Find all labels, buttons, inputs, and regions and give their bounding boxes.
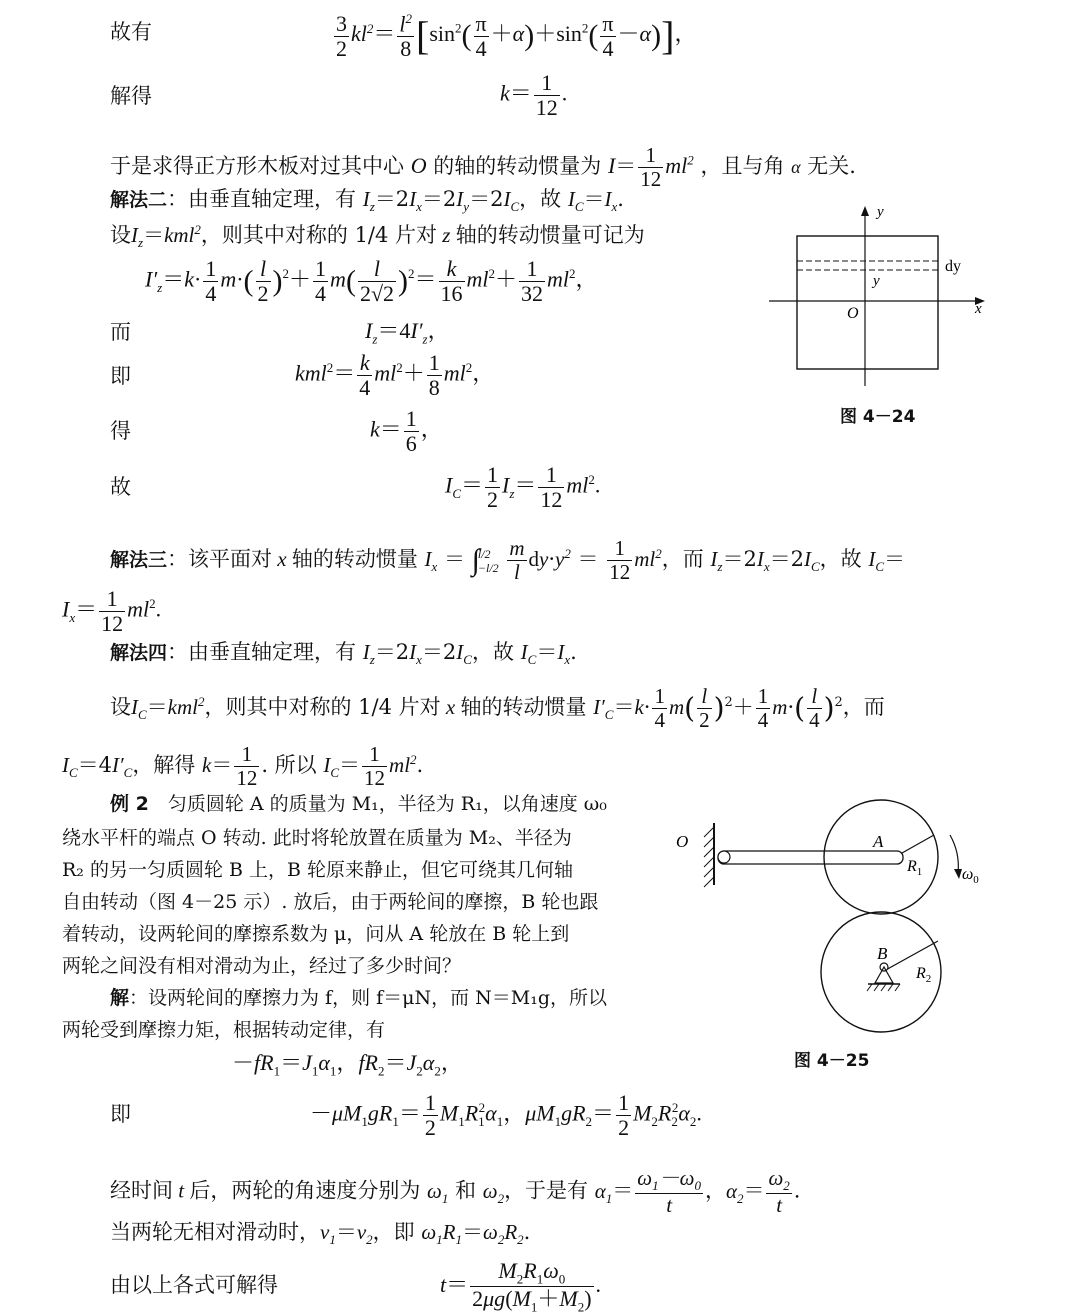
equation-kml2: kml$^2$＝ $\frac{k}{4}$ $ml^2+$ $\frac{1}{8}$ $ml^2$， — [295, 350, 495, 400]
conclusion-line: 于是求得正方形木板对过其中心 O 的轴的转动惯量为 I＝ $\frac{1}{12}$ $ml^2$ ，且与角 α 无关. — [110, 143, 856, 191]
equation-ic: $I_C=$ $\frac{1}{2}$ $I_z=$ $\frac{1}{12}$ $ml^2$. — [445, 462, 601, 512]
fig24-x-axis-label: x — [975, 301, 982, 317]
equation-k-1-12: k＝ $\frac{1}{12}$ . — [500, 70, 568, 120]
equation-friction-torque: $-\mu M_1gR_1=$ $\frac{1}{2}$ $M_1R_1^2\alpha_1$，$\mu M_1gR_2=$ $\frac{1}{2}$ $M_2R_2^2\alpha_2$. — [310, 1090, 702, 1140]
equation-guyou: $\frac{3}{2}$ $kl^2=$ $\frac{l^2}{8}$ [$\sin^2$( $\frac{\pi}{4}$ $+\alpha)+\sin^2$( $\frac{\pi}{4}$ －α)]， — [336, 10, 697, 62]
example2-line3: R₂ 的另一匀质圆轮 B 上，B 轮原来静止，但它可绕其几何轴 — [62, 859, 574, 881]
method3-line2: $I_x=$ $\frac{1}{12}$ $ml^2$. — [62, 586, 162, 636]
figure-4-24 — [765, 200, 995, 410]
label-ji-2: 即 — [110, 1102, 131, 1126]
fig25-b-label: B — [877, 944, 888, 963]
label-gu: 故 — [110, 475, 131, 499]
time-t-line: 经时间 t 后，两轮的角速度分别为 $\omega_1$ 和 $\omega_2$，于是有 $\alpha_1=$ $\frac{\omega_1-\omega_0}{t}$ ，$\alpha_2=$ $\frac{\omega_2}{t}$ . — [110, 1166, 801, 1218]
equation-iz-prime: $I'_z=k\cdot$ $\frac{1}{4}$ m·( $\frac{l}{2}$ )$^2$＋ $\frac{1}{4}$ m( $\frac{l}{2√2}$ )$^2$＝ $\frac{k}{16}$ $ml^2+$ $\frac{1}{32}$ $ml^2$， — [145, 256, 598, 306]
no-slip-line: 当两轮无相对滑动时，$v_1=v_2$，即 $\omega_1R_1=\omega_2R_2$. — [110, 1220, 531, 1248]
example2-line2: 绕水平杆的端点 O 转动. 此时将轮放置在质量为 M₂、半径为 — [62, 827, 572, 849]
equation-k-1-6: k＝ $\frac{1}{6}$ ， — [370, 406, 443, 456]
solution-line1: 解：设两轮间的摩擦力为 f，则 f＝μN，而 N＝M₁g，所以 — [110, 987, 608, 1009]
figure-4-25 — [672, 795, 982, 1035]
method4-line3: $I_C=4I'_C$，解得 k＝ $\frac{1}{12}$ . 所以 $I_C=$ $\frac{1}{12}$ $ml^2$. — [62, 742, 424, 790]
label-ji: 即 — [110, 364, 131, 388]
example2-line6: 两轮之间没有相对滑动为止，经过了多少时间？ — [62, 955, 462, 977]
fig25-o-label: O — [676, 832, 689, 851]
equation-torques: $-fR_1=J_1\alpha_1$，$fR_2=J_2\alpha_2$， — [232, 1050, 463, 1079]
method4-line2: 设$I_C=kml^2$，则其中对称的 1/4 片对 x 轴的转动惯量 $I'_C=k\cdot$ $\frac{1}{4}$ m( $\frac{l}{2}$ )$^2$＋ $\frac{1}{4}$ m·( $\frac{l}{4}$ )$^2$，而 — [110, 684, 885, 732]
example2-line4: 自由转动（图 4－25 示）. 放后，由于两轮间的摩擦，B 轮也跟 — [62, 891, 599, 913]
label-youyishang: 由以上各式可解得 — [110, 1273, 278, 1297]
label-de: 得 — [110, 419, 131, 443]
example2-line1: 例 2 匀质圆轮 A 的质量为 M₁，半径为 R₁，以角速度 ω₀ — [110, 793, 607, 815]
equation-final-t: t＝ $\frac{M_2R_1\omega_0}{2\mu g(M_1+M_2)}$ . — [440, 1258, 602, 1315]
fig25-a-label: A — [873, 832, 884, 851]
method2-line1: 解法二：由垂直轴定理，有 $I_z=2I_x=2I_y=2I_C$，故 $I_C=I_x$. — [110, 187, 624, 215]
fig24-origin-label: O — [847, 305, 859, 322]
fig25-omega0-label: $\omega_0$ — [962, 866, 979, 886]
fig25-caption: 图 4－25 — [794, 1051, 870, 1071]
fig24-caption: 图 4－24 — [840, 407, 916, 427]
fig25-r1-label: $R_1$ — [907, 858, 923, 878]
label-guyou: 故有 — [110, 20, 152, 44]
fig24-y-axis-label: y — [877, 204, 884, 220]
equation-iz-4iz: $I_z=4I'_z$， — [365, 318, 450, 347]
fig24-dy-label: dy — [945, 258, 961, 275]
solution-line2: 两轮受到摩擦力矩，根据转动定律，有 — [62, 1019, 386, 1041]
example2-line5: 着转动，设两轮间的摩擦系数为 μ，问从 A 轮放在 B 轮上到 — [62, 923, 570, 945]
method2-line2: 设$I_z=kml^2$，则其中对称的 1/4 片对 z 轴的转动惯量可记为 — [110, 222, 645, 251]
method4-line1: 解法四：由垂直轴定理，有 $I_z=2I_x=2I_C$，故 $I_C=I_x$. — [110, 640, 577, 668]
label-jiede: 解得 — [110, 84, 152, 108]
method3-line1: 解法三：该平面对 x 轴的转动惯量 $I_x$ ＝ ∫ l/2 −l/2 $\frac{m}{l}$ $dy\cdot y^2$ ＝ $\frac{1}{12}$ $ml^2$，而 $I_z=2I_x=2I_C$，故 $I_C=$ — [110, 536, 906, 584]
fig24-y-strip-label: y — [873, 273, 880, 289]
fig25-r2-label: $R_2$ — [916, 965, 932, 985]
label-er: 而 — [110, 320, 131, 344]
